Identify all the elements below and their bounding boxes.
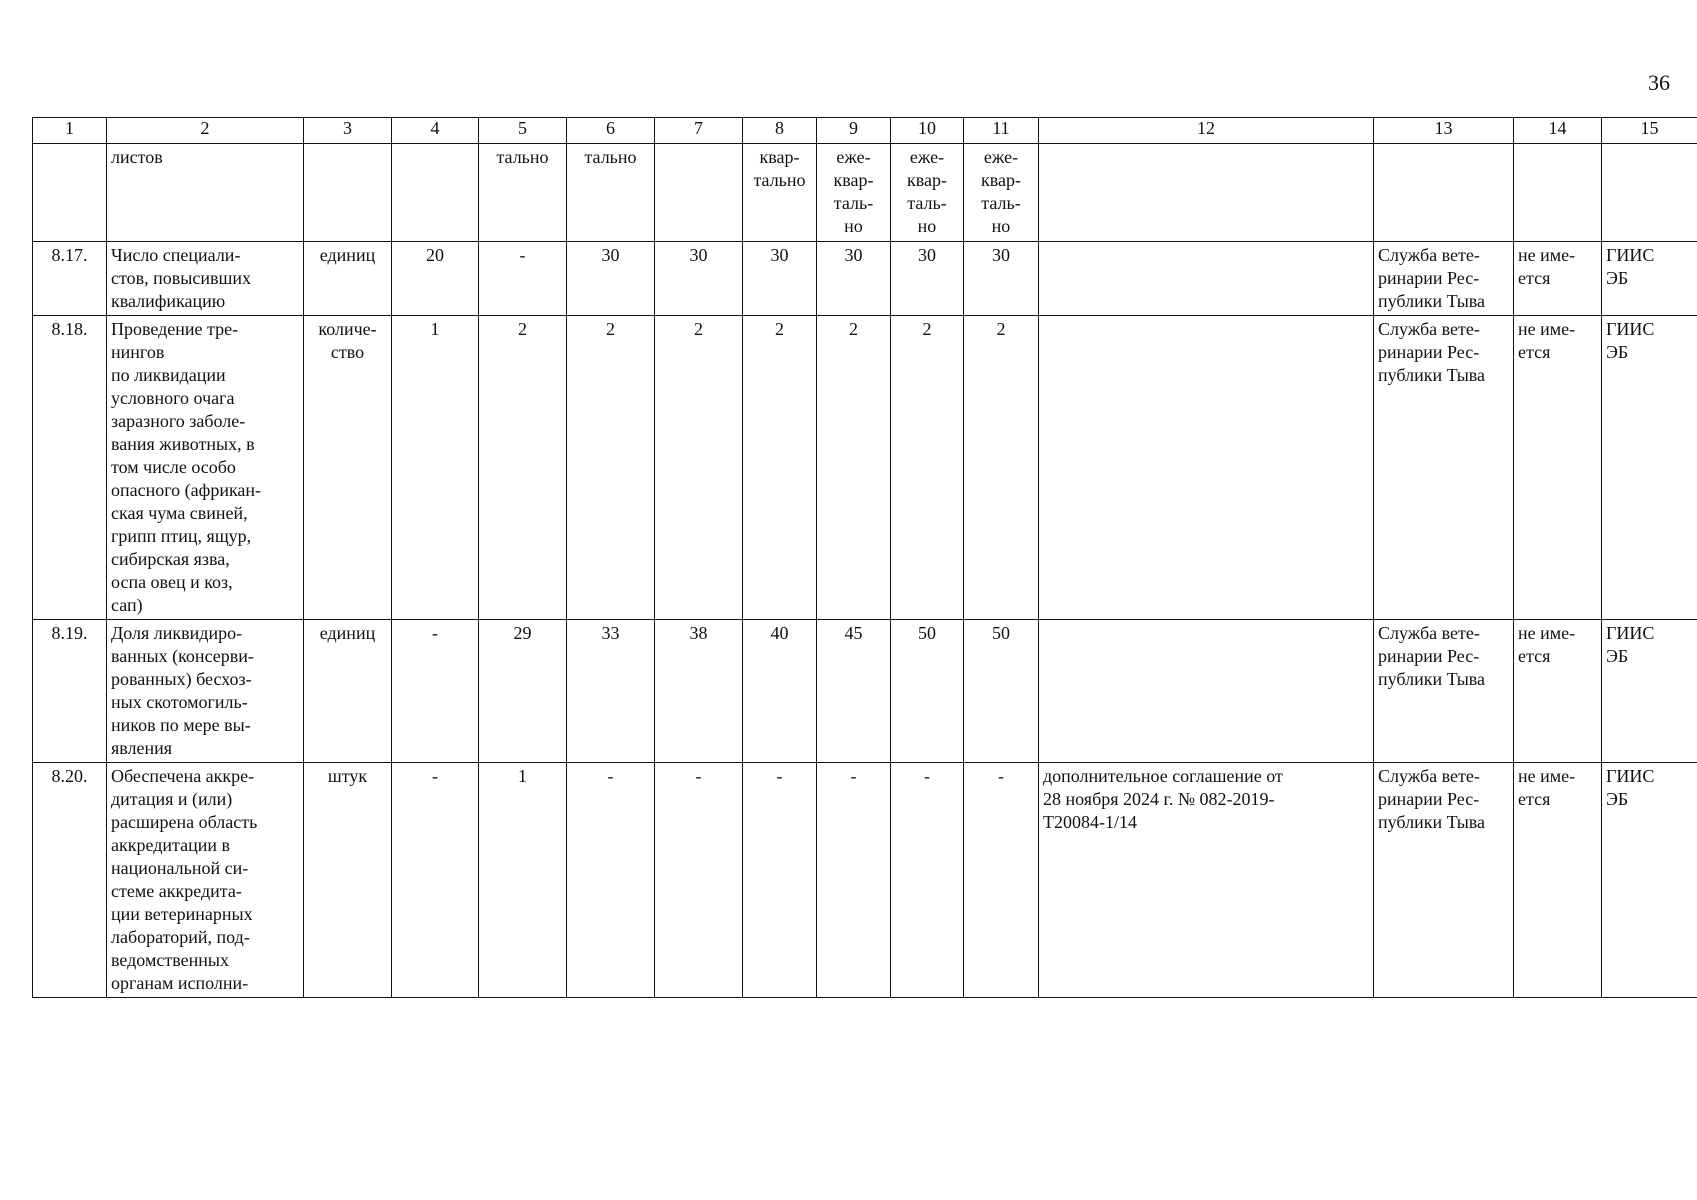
cell-col-2: листов xyxy=(107,144,304,242)
table-row xyxy=(33,242,1697,316)
cell-col-5: 2 xyxy=(479,316,567,620)
cell-col-11: 30 xyxy=(964,242,1039,316)
cell-col-13: Служба вете- ринарии Рес- публики Тыва xyxy=(1374,620,1514,763)
cell-col-9: 30 xyxy=(817,242,891,316)
cell-col-14: не име- ется xyxy=(1514,316,1602,620)
cell-col-1: 8.17. xyxy=(33,242,107,316)
cell-col-15: ГИИС ЭБ xyxy=(1602,242,1697,316)
cell-col-3 xyxy=(304,144,392,242)
cell-col-13: Служба вете- ринарии Рес- публики Тыва xyxy=(1374,242,1514,316)
column-number-cell: 5 xyxy=(479,118,567,144)
cell-col-3: штук xyxy=(304,763,392,998)
column-number-cell: 15 xyxy=(1602,118,1697,144)
cell-col-11: 2 xyxy=(964,316,1039,620)
column-number-cell: 9 xyxy=(817,118,891,144)
cell-col-13: Служба вете- ринарии Рес- публики Тыва xyxy=(1374,316,1514,620)
column-number-cell: 7 xyxy=(655,118,743,144)
cell-col-10: 50 xyxy=(891,620,964,763)
cell-col-9: еже- квар- таль- но xyxy=(817,144,891,242)
cell-col-4 xyxy=(392,144,479,242)
cell-col-8: 2 xyxy=(743,316,817,620)
column-number-row xyxy=(33,118,1697,144)
cell-col-2: Проведение тре- нингов по ликвидации условного очага заразного заболе- вания животных, в том числе особо опасного (африкан- ская чума свиней, грипп птиц, ящур, сибирская язва, оспа овец и коз, сап) xyxy=(107,316,304,620)
table-row xyxy=(33,620,1697,763)
table-row xyxy=(33,763,1697,998)
cell-col-6: 33 xyxy=(567,620,655,763)
cell-col-11: еже- квар- таль- но xyxy=(964,144,1039,242)
cell-col-7: 38 xyxy=(655,620,743,763)
cell-col-6: 2 xyxy=(567,316,655,620)
cell-col-5: - xyxy=(479,242,567,316)
cell-col-3: единиц xyxy=(304,620,392,763)
cell-col-9: 45 xyxy=(817,620,891,763)
column-number-cell: 8 xyxy=(743,118,817,144)
cell-col-10: 2 xyxy=(891,316,964,620)
cell-col-4: - xyxy=(392,620,479,763)
cell-col-10: еже- квар- таль- но xyxy=(891,144,964,242)
cell-col-1: 8.20. xyxy=(33,763,107,998)
continuation-row xyxy=(33,144,1697,242)
cell-col-2: Обеспечена аккре- дитация и (или) расширена область аккредитации в национальной си- стеме аккредита- ции ветеринарных лабораторий, под- ведомственных органам исполни- xyxy=(107,763,304,998)
table-row xyxy=(33,316,1697,620)
cell-col-11: 50 xyxy=(964,620,1039,763)
cell-col-2: Доля ликвидиро- ванных (консерви- рованных) бесхоз- ных скотомогиль- ников по мере вы- явления xyxy=(107,620,304,763)
cell-col-5: 1 xyxy=(479,763,567,998)
cell-col-7 xyxy=(655,144,743,242)
cell-col-12 xyxy=(1039,620,1374,763)
cell-col-7: 2 xyxy=(655,316,743,620)
page-number: 36 xyxy=(1648,70,1670,95)
cell-col-3: единиц xyxy=(304,242,392,316)
cell-col-5: тально xyxy=(479,144,567,242)
cell-col-14: не име- ется xyxy=(1514,763,1602,998)
cell-col-2: Число специали- стов, повысивших квалификацию xyxy=(107,242,304,316)
cell-col-6: тально xyxy=(567,144,655,242)
cell-col-6: 30 xyxy=(567,242,655,316)
column-number-cell: 1 xyxy=(33,118,107,144)
cell-col-12 xyxy=(1039,316,1374,620)
cell-col-14: не име- ется xyxy=(1514,242,1602,316)
column-number-cell: 6 xyxy=(567,118,655,144)
indicators-table xyxy=(32,117,1697,998)
cell-col-15: ГИИС ЭБ xyxy=(1602,620,1697,763)
cell-col-10: - xyxy=(891,763,964,998)
cell-col-6: - xyxy=(567,763,655,998)
cell-col-14: не име- ется xyxy=(1514,620,1602,763)
column-number-cell: 10 xyxy=(891,118,964,144)
cell-col-12 xyxy=(1039,144,1374,242)
cell-col-8: 30 xyxy=(743,242,817,316)
column-number-cell: 3 xyxy=(304,118,392,144)
cell-col-8: - xyxy=(743,763,817,998)
column-number-cell: 11 xyxy=(964,118,1039,144)
cell-col-8: 40 xyxy=(743,620,817,763)
cell-col-4: - xyxy=(392,763,479,998)
cell-col-12: дополнительное соглашение от 28 ноября 2024 г. № 082-2019- Т20084-1/14 xyxy=(1039,763,1374,998)
cell-col-13: Служба вете- ринарии Рес- публики Тыва xyxy=(1374,763,1514,998)
cell-col-3: количе- ство xyxy=(304,316,392,620)
column-number-cell: 14 xyxy=(1514,118,1602,144)
cell-col-11: - xyxy=(964,763,1039,998)
cell-col-15 xyxy=(1602,144,1697,242)
cell-col-4: 1 xyxy=(392,316,479,620)
cell-col-7: 30 xyxy=(655,242,743,316)
column-number-cell: 2 xyxy=(107,118,304,144)
cell-col-7: - xyxy=(655,763,743,998)
cell-col-10: 30 xyxy=(891,242,964,316)
cell-col-1: 8.18. xyxy=(33,316,107,620)
cell-col-4: 20 xyxy=(392,242,479,316)
cell-col-12 xyxy=(1039,242,1374,316)
cell-col-13 xyxy=(1374,144,1514,242)
cell-col-15: ГИИС ЭБ xyxy=(1602,316,1697,620)
cell-col-9: - xyxy=(817,763,891,998)
cell-col-8: квар- тально xyxy=(743,144,817,242)
column-number-cell: 4 xyxy=(392,118,479,144)
column-number-cell: 12 xyxy=(1039,118,1374,144)
cell-col-1 xyxy=(33,144,107,242)
cell-col-15: ГИИС ЭБ xyxy=(1602,763,1697,998)
cell-col-1: 8.19. xyxy=(33,620,107,763)
cell-col-9: 2 xyxy=(817,316,891,620)
cell-col-14 xyxy=(1514,144,1602,242)
cell-col-5: 29 xyxy=(479,620,567,763)
column-number-cell: 13 xyxy=(1374,118,1514,144)
